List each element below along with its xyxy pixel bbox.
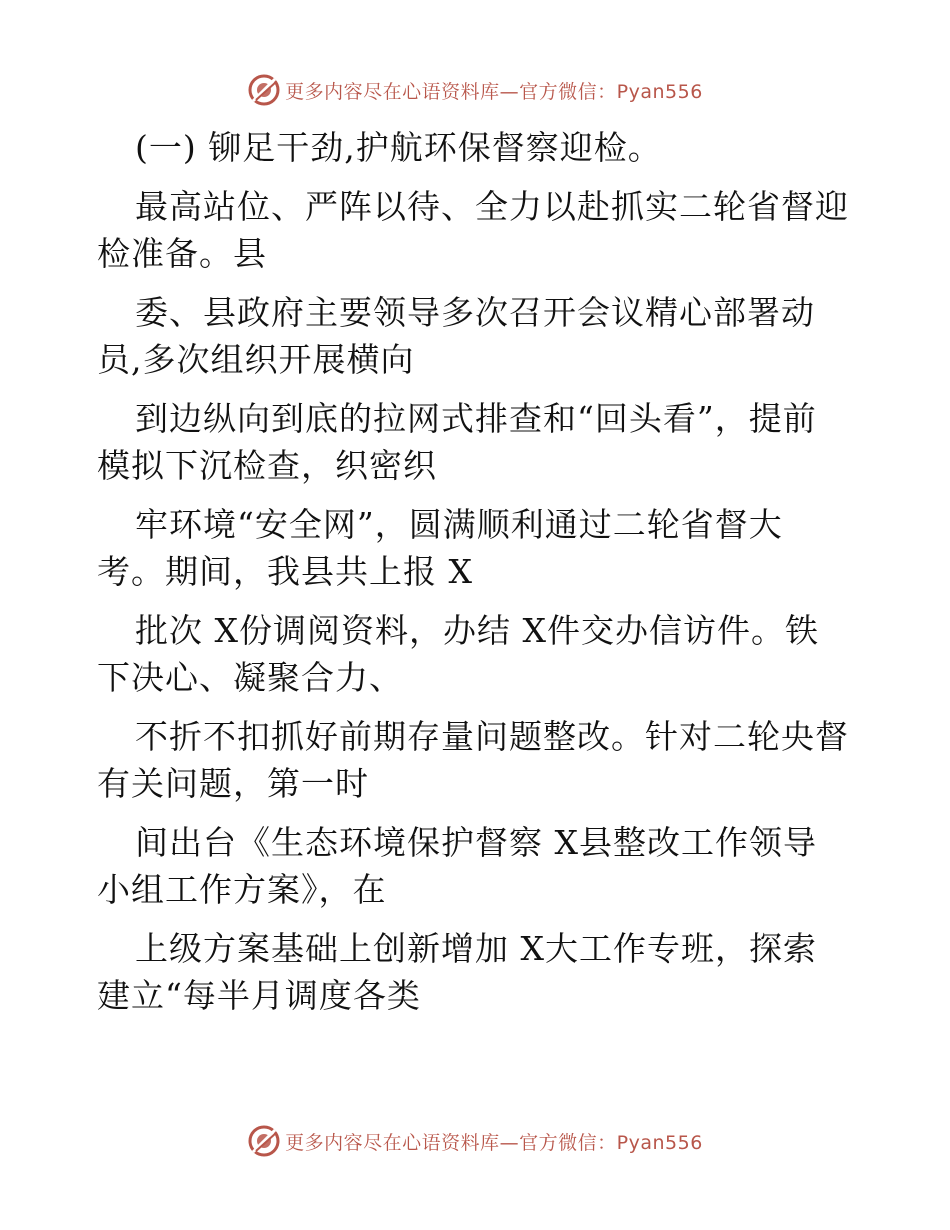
section-heading: (一) 铆足干劲,护航环保督察迎检。 [135,128,662,167]
document-body [97,124,867,1019]
footer-watermark [0,1121,950,1161]
text-line: 考。期间，我县共上报 X [97,552,473,591]
text-line: 不折不扣抓好前期存量问题整改。针对二轮央督 [135,717,849,756]
text-line: 模拟下沉检查，织密织 [97,446,437,485]
text-line: 间出台《生态环境保护督察 X县整改工作领导 [135,823,817,862]
text-line: 有关问题，第一时 [97,764,369,803]
text-line: 员,多次组织开展横向 [97,340,415,379]
text-line: 批次 X份调阅资料，办结 X件交办信访件。铁 [135,611,819,650]
text-line: 到边纵向到底的拉网式排查和“回头看”，提前 [135,399,817,438]
text-line: 小组工作方案》，在 [97,870,387,909]
logo-icon [247,73,281,107]
watermark-text: 更多内容尽在心语资料库—官方微信：Pyan556 [285,1131,703,1154]
watermark-text: 更多内容尽在心语资料库—官方微信：Pyan556 [285,80,703,103]
text-line: 牢环境“安全网”，圆满顺利通过二轮省督大 [135,505,783,544]
logo-icon [247,1124,281,1158]
text-line: 上级方案基础上创新增加 X大工作专班，探索 [135,929,817,968]
header-watermark [0,70,950,110]
text-line: 最高站位、严阵以待、全力以赴抓实二轮省督迎 [135,187,849,226]
text-line: 委、县政府主要领导多次召开会议精心部署动 [135,293,815,332]
text-line: 建立“每半月调度各类 [97,976,421,1015]
text-line: 检准备。县 [97,234,267,273]
text-line: 下决心、凝聚合力、 [97,658,403,697]
